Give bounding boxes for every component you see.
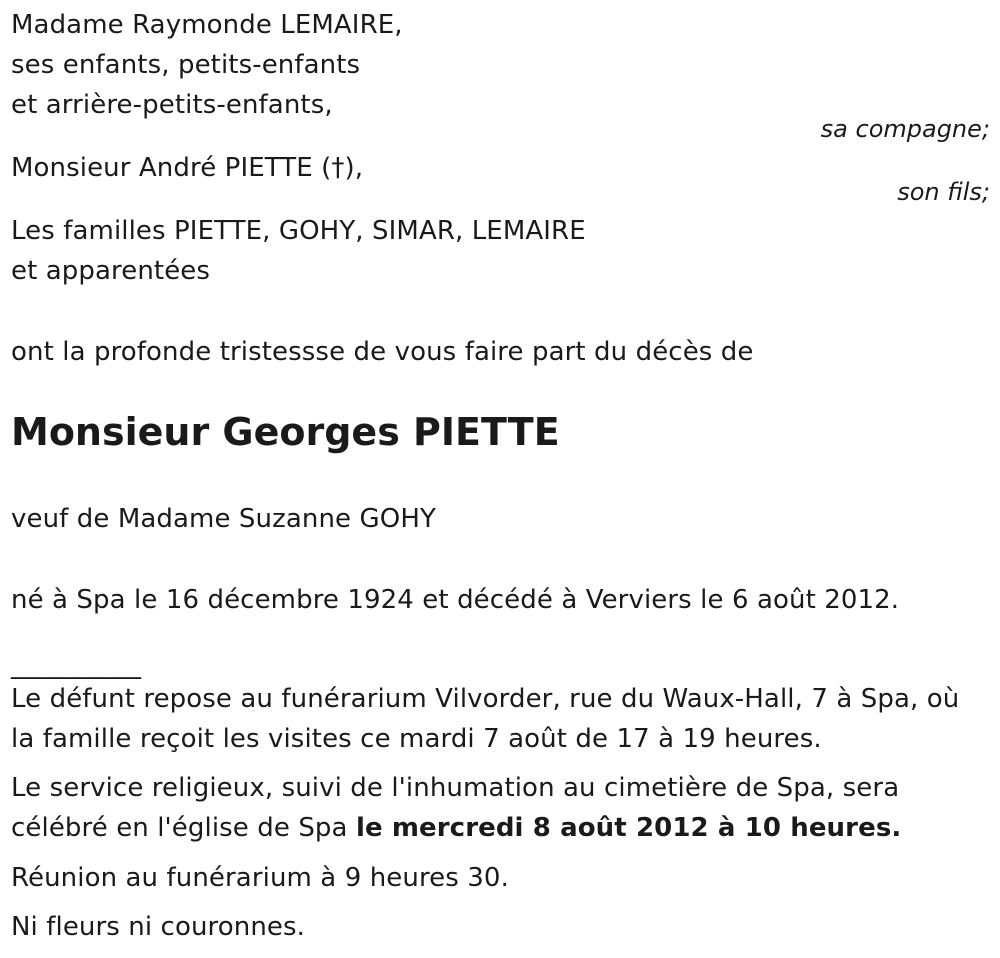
- spouse-text: veuf de Madame Suzanne GOHY: [11, 504, 436, 534]
- separator-line: __________: [11, 650, 141, 680]
- flowers-text: Ni fleurs ni couronnes.: [11, 912, 306, 942]
- family-line-2: ses enfants, petits-enfants: [11, 50, 361, 80]
- role-son: son fils;: [897, 178, 990, 206]
- family-line-4: Monsieur André PIETTE (†),: [11, 153, 364, 183]
- family-line-6: et apparentées: [11, 256, 211, 286]
- rest-line-1: Le défunt repose au funérarium Vilvorder, rue du Waux-Hall, 7 à Spa, où: [11, 684, 960, 714]
- family-line-5: Les familles PIETTE, GOHY, SIMAR, LEMAIRE: [11, 216, 586, 246]
- service-line-2: [11, 811, 901, 845]
- role-companion: sa compagne;: [820, 115, 990, 143]
- service-line-1: Le service religieux, suivi de l'inhumation au cimetière de Spa, sera: [11, 773, 900, 803]
- service-line-2-prefix: célébré en l'église de Spa: [11, 813, 356, 843]
- family-line-1: Madame Raymonde LEMAIRE,: [11, 10, 403, 40]
- dates-text: né à Spa le 16 décembre 1924 et décédé à Verviers le 6 août 2012.: [11, 585, 900, 615]
- service-date-time: le mercredi 8 août 2012 à 10 heures.: [355, 813, 902, 843]
- meeting-text: Réunion au funérarium à 9 heures 30.: [11, 863, 509, 893]
- rest-line-2: la famille reçoit les visites ce mardi 7 août de 17 à 19 heures.: [11, 724, 822, 754]
- deceased-name: Monsieur Georges PIETTE: [11, 410, 560, 454]
- family-line-3: et arrière-petits-enfants,: [11, 90, 333, 120]
- announcement-text: ont la profonde tristessse de vous faire part du décès de: [11, 337, 754, 367]
